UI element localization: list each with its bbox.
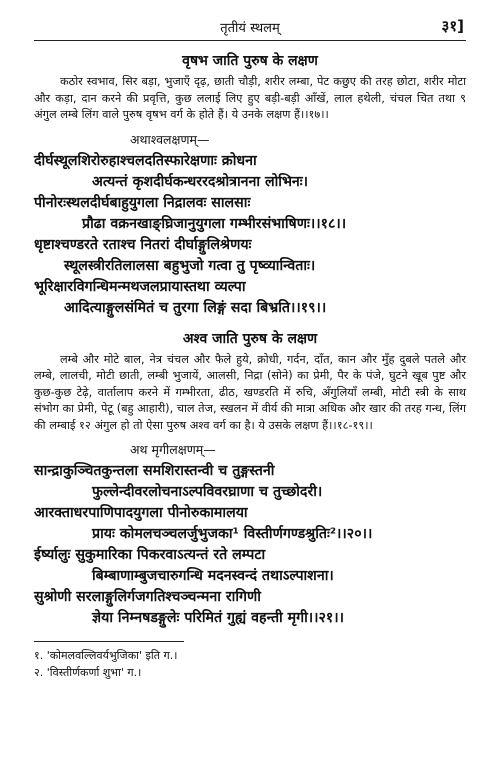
prose-ashva: [34, 352, 466, 435]
verse-line: प्रौढा वक्रनखाङ्घ्रिजानुयुगला गम्भीरसंभाषिणः।।१८।।: [82, 215, 347, 232]
verse-line: अत्यन्तं कृशदीर्घकन्धररदश्रोत्रानना लोभिनः।: [92, 173, 309, 190]
paragraph-ashva: लम्बे और मोटे बाल, नेत्र चंचल और फैले हुये, क्रोधी, गर्दन, दाँत, कान और मुँह दुबले पतले और लम्बे, लालची, मोटी छाती, लम्बी भुजायें, आलसी, निद्रा (सोने) का प्रेमी, पैर के पंजे, घुटने खूब पुष्ट और कुछ-कुछ टेढ़े, वार्तालाप करने में गम्भीरता, ढीठ, खण्डरति में रुचि, अँगुलियाँ लम्बी, मोटी स्त्री के साथ संभोग का प्रेमी, पेटू (बहु आहारी), चाल तेज, स्खलन में वीर्य की मात्रा अधिक और खार की तरह गन्ध, लिंग की लम्बाई १२ अंगुल हो तो ऐसा पुरुष अश्व वर्ग का है। ये उसके लक्षण हैं।।१८-१९।।: [34, 352, 467, 432]
verse-line: पीनोरःस्थलदीर्घबाहुयुगला निद्रालवः सालसाः: [34, 194, 251, 211]
verse-line: धृष्टाश्चण्डरते रताश्च नितरां दीर्घाङ्गुलिश्रेणयः: [34, 236, 252, 253]
verse-line: सुश्रोणी सरलाङ्गुलिर्गजगतिश्चञ्चन्मना रागिणी: [34, 589, 261, 605]
running-header: [34, 14, 466, 41]
verse-line: भूरिक्षारविगन्धिमन्मथजलप्रायास्तथा व्यल्पा: [34, 278, 246, 295]
verse-line: सान्द्राकुञ्चितकुन्तला समशिरास्तन्वी च तुङ्गस्तनी: [34, 463, 275, 479]
verse-line: स्थूलस्त्रीरतिलालसा बहुभुजो गत्वा तु पृष्व्यान्विताः।: [64, 257, 316, 274]
section-heading-ashva: अश्व जाति पुरुष के लक्षण: [182, 330, 318, 347]
verse-line: ज्ञेया निम्नषडङ्गुलेः परिमितं गुह्यं वहन्ती मृगी।।२१।।: [92, 610, 345, 626]
section-heading-vrishabha: वृषभ जाति पुरुष के लक्षण: [182, 53, 318, 69]
running-title: तृतीयं स्थलम्: [220, 21, 280, 36]
prose-vrishabha: [34, 74, 466, 124]
footnote: १. 'कोमलवल्लिवर्यभुजिका' इति ग.।: [34, 649, 178, 662]
verse-line: ईर्ष्यालुः सुकुमारिका पिकरवाऽत्यन्तं रते लम्पटा: [34, 547, 266, 563]
verse-line: बिम्बाणाम्बुजचारुगन्धि मदनस्वन्दं तथाऽल्पाशना।: [92, 568, 334, 584]
verse-label-mrigi: अथ मृगीलक्षणम्—: [130, 442, 216, 457]
verse-line: फुल्लेन्दीवरलोचनाऽल्पविवरघ्राणा च तुच्छोदरी।: [92, 484, 323, 500]
verse-line: प्रायः कोमलचञ्चलर्जुभुजका¹ विस्तीर्णगण्डश्रुतिः²।।२०।।: [92, 526, 373, 542]
footnote: २. 'विस्तीर्णकर्णा शुभा' ग.।: [34, 666, 142, 679]
verse-block-mrigi: [34, 461, 466, 629]
verse-line: आदित्याङ्गुलसंमितं च तुरगा लिङ्गं सदा बिभ्रति।।१९।।: [64, 299, 327, 316]
verse-line: आरक्ताधरपाणिपादयुगला पीनोरुकामालया: [34, 505, 248, 521]
footnote-divider: [34, 641, 184, 642]
page-number: ३१]: [441, 17, 464, 35]
verse-line: दीर्घस्थूलशिरोरुहाश्चलदतिस्फारेक्षणाः क्रोधना: [34, 152, 257, 169]
paragraph-vrishabha: कठोर स्वभाव, सिर बड़ा, भुजाएँ दृढ़, छाती चौड़ी, शरीर लम्बा, पेट कछुए की तरह छोटा, शरीर मोटा और कड़ा, दान करने की प्रवृत्ति, कुछ ललाई लिए हुए बड़ी-बड़ी आँखें, लाल हथेली, चंचल चित तथा ९ अंगुल लम्बे लिंग वाले पुरुष वृषभ वर्ग के होते हैं। ये उनके लक्षण हैं।।१७।।: [34, 75, 466, 121]
verse-label-ashva: अथाश्वलक्षणम्—: [130, 131, 210, 147]
verse-block-ashva: [34, 151, 466, 319]
